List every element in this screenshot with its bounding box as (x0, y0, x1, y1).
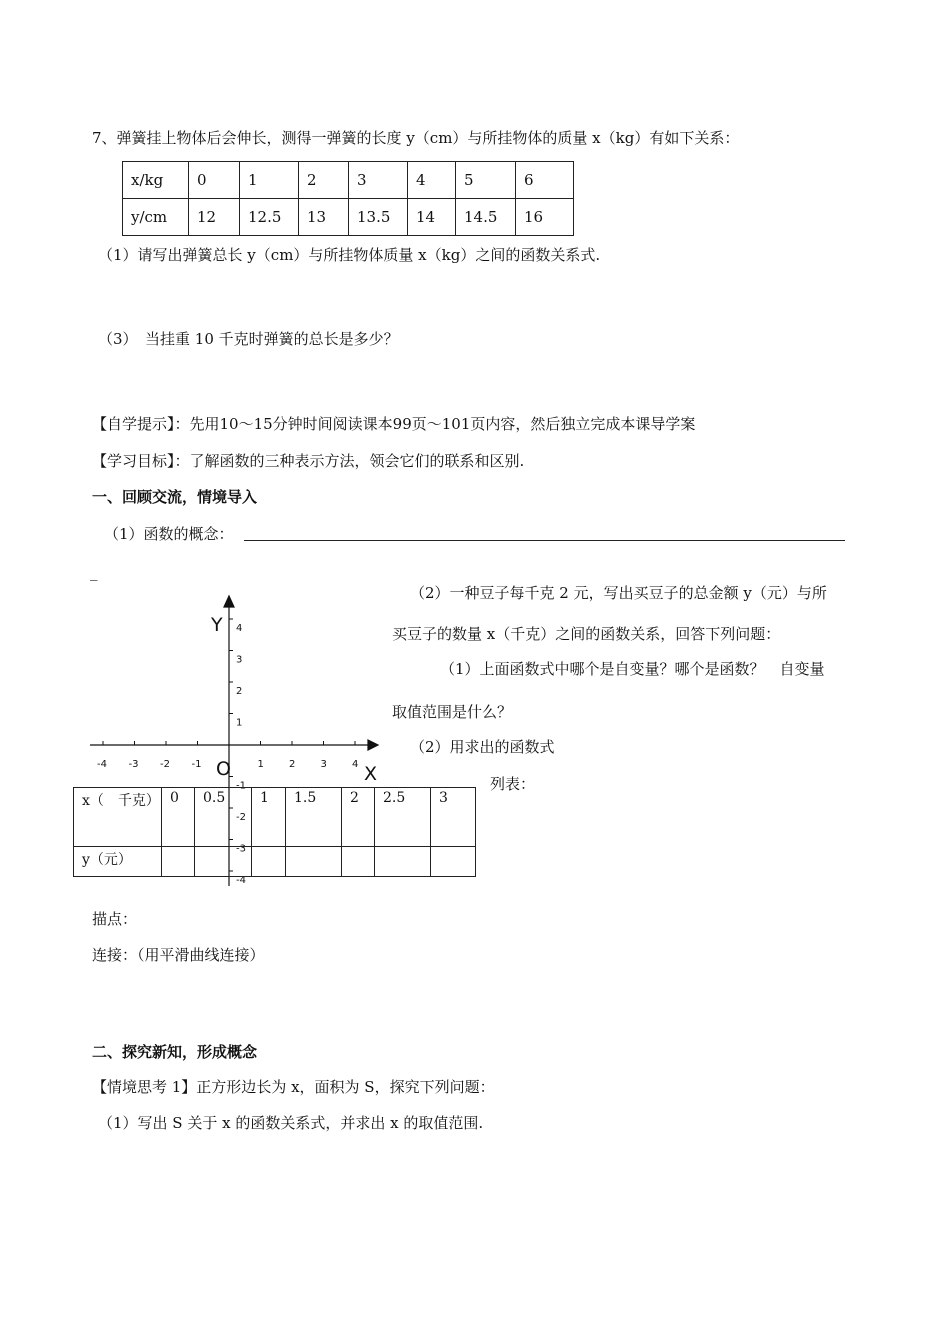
table-cell: 14.5 (456, 199, 516, 236)
x-tick-label: -3 (128, 759, 139, 770)
table-cell: 2 (342, 788, 375, 847)
scenario-1-question-1: （1）写出 S 关于 x 的函数关系式，并求出 x 的取值范围. (98, 1114, 484, 1132)
section2-heading: 二、探究新知，形成概念 (92, 1043, 258, 1061)
table-row (74, 847, 476, 877)
table-cell[interactable] (162, 847, 195, 877)
q7-intro: 7、弹簧挂上物体后会伸长，测得一弹簧的长度 y（cm）与所挂物体的质量 x（kg）有如下关系： (92, 129, 740, 147)
sub-question-1-line1: （1）上面函数式中哪个是自变量？哪个是函数？ 自变量 (440, 660, 825, 678)
scenario-1: 【情境思考 1】正方形边长为 x，面积为 S，探究下列问题： (92, 1078, 495, 1096)
q7-question-1: （1）请写出弹簧总长 y（cm）与所挂物体质量 x（kg）之间的函数关系式. (98, 246, 601, 264)
table-cell: 14 (408, 199, 456, 236)
x-axis-name: X (364, 763, 378, 785)
x-tick-label: 2 (289, 759, 296, 770)
table-cell: 6 (516, 162, 574, 199)
x-tick-label: -4 (97, 759, 107, 770)
y-tick-label: 4 (236, 623, 243, 634)
table-cell: x（ 千克） (74, 788, 162, 847)
table-cell[interactable] (431, 847, 476, 877)
table-cell: 1.5 (286, 788, 342, 847)
table-cell[interactable] (252, 847, 286, 877)
section1-heading: 一、回顾交流，情境导入 (92, 488, 258, 506)
table-cell[interactable] (286, 847, 342, 877)
table-cell: 12.5 (240, 199, 299, 236)
bean-table (73, 787, 476, 877)
x-tick-label: 3 (320, 759, 327, 770)
table-cell: y（元） (74, 847, 162, 877)
table-cell[interactable] (195, 847, 252, 877)
y-tick-label: -1 (236, 780, 246, 792)
bean-problem-line2: 买豆子的数量 x（千克）之间的函数关系，回答下列问题： (392, 625, 781, 643)
sub-question-2: （2）用求出的函数式 (410, 738, 555, 756)
table-cell: 4 (408, 162, 456, 199)
self-study-tip: 【自学提示】：先用10～15分钟时间阅读课本99页～101页内容，然后独立完成本课导学案 (92, 415, 696, 433)
table-cell[interactable] (375, 847, 431, 877)
table-cell: 16 (516, 199, 574, 236)
table-cell: 13 (299, 199, 349, 236)
y-axis-name: Y (211, 614, 223, 636)
table-cell: y/cm (123, 199, 189, 236)
table-cell: 1 (240, 162, 299, 199)
x-tick-label: -1 (191, 759, 202, 770)
y-tick-label: -2 (236, 812, 246, 823)
y-tick-label: 3 (236, 654, 243, 666)
learning-goal: 【学习目标】：了解函数的三种表示方法，领会它们的联系和区别. (92, 452, 525, 470)
table-cell: 0.5 (195, 788, 252, 847)
y-tick-label: -4 (236, 875, 246, 886)
table-cell: x/kg (123, 162, 189, 199)
table-cell: 2 (299, 162, 349, 199)
table-cell: 3 (431, 788, 476, 847)
origin-label: O (216, 758, 231, 780)
table-cell: 1 (252, 788, 286, 847)
y-tick-label: 2 (236, 686, 243, 697)
list-table-label: 列表： (490, 775, 536, 793)
stray-dash: _ (90, 563, 98, 581)
x-axis-arrow (368, 740, 378, 750)
table-cell: 0 (189, 162, 240, 199)
y-tick-label: -3 (236, 843, 246, 855)
sub-question-1-line2: 取值范围是什么？ (392, 703, 513, 721)
table-cell: 5 (456, 162, 516, 199)
bean-problem-line1: （2）一种豆子每千克 2 元，写出买豆子的总金额 y（元）与所 (410, 584, 827, 602)
table-row (74, 788, 476, 847)
x-tick-label: -2 (160, 759, 170, 770)
function-concept-label: （1）函数的概念： (104, 525, 234, 543)
table-cell: 13.5 (349, 199, 408, 236)
table-cell: 2.5 (375, 788, 431, 847)
table-cell: 12 (189, 199, 240, 236)
q7-question-3: （3） 当挂重 10 千克时弹簧的总长是多少？ (98, 330, 399, 348)
connect-label: 连接：（用平滑曲线连接） (92, 946, 265, 964)
y-tick-label: 1 (236, 717, 243, 729)
plot-points-label: 描点： (92, 910, 138, 928)
table-cell: 0 (162, 788, 195, 847)
table-cell: 3 (349, 162, 408, 199)
table-cell[interactable] (342, 847, 375, 877)
x-tick-label: 1 (257, 759, 264, 770)
x-tick-label: 4 (352, 759, 359, 770)
y-axis-arrow (224, 596, 234, 607)
